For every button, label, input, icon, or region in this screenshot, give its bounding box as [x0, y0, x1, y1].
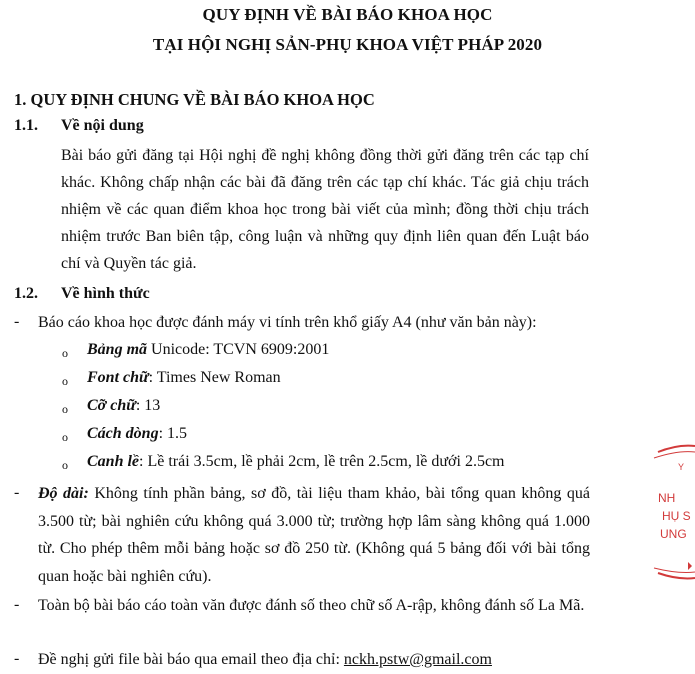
length-text: Không tính phần bảng, sơ đồ, tài liệu tham khảo, bài tổng quan không quá 3.500 từ; bài nghiên cứu không quá 3.000 từ; trường hợp lâm sàng không quá 1.000 từ. Cho phép thêm mỗi bảng hoặc sơ đồ 250 từ. (Không quá 5 bảng đối với bài tổng quan hoặc bài nghiên cứu). [38, 485, 591, 585]
stamp-letter: Y [678, 462, 685, 472]
section-1-1-number: 1.1. [14, 117, 38, 134]
bullet-line-spacing [87, 425, 187, 443]
official-stamp [648, 440, 695, 590]
dash-marker: - [14, 484, 20, 501]
bullet-marker: o [62, 346, 68, 360]
numbering-paragraph: Toàn bộ bài báo cáo toàn văn được đánh số theo chữ số A-rập, không đánh số La Mã. [38, 597, 585, 614]
stamp-graphic [648, 440, 695, 590]
bullet-value: : 1.5 [158, 425, 188, 442]
bullet-encoding [87, 341, 329, 359]
bullet-value: : Lề trái 3.5cm, lề phải 2cm, lề trên 2.5cm, lề dưới 2.5cm [139, 453, 505, 470]
section-1-1-heading: Về nội dung [61, 117, 144, 134]
stamp-letter: NH [658, 491, 676, 505]
bullet-marker: o [62, 402, 68, 416]
section-1-2-heading: Về hình thức [61, 285, 150, 302]
document-title-line-1: QUY ĐỊNH VỀ BÀI BÁO KHOA HỌC [202, 5, 493, 24]
email-line [38, 650, 492, 670]
bullet-label: Cỡ chữ [87, 397, 136, 414]
bullet-font-size [87, 397, 160, 415]
length-label: Độ dài: [38, 485, 89, 502]
bullet-marker: o [62, 430, 68, 444]
bullet-font [87, 369, 281, 387]
format-intro: Báo cáo khoa học được đánh máy vi tính trên khổ giấy A4 (như văn bản này): [38, 314, 537, 331]
email-link[interactable]: nckh.pstw@gmail.com [343, 651, 492, 668]
bullet-label: Bảng mã [87, 341, 148, 358]
bullet-label: Cách dòng [87, 425, 159, 442]
bullet-value: : 13 [135, 397, 161, 414]
bullet-marker: o [62, 458, 68, 472]
bullet-label: Canh lề [87, 453, 140, 470]
bullet-margins [87, 453, 504, 471]
section-1-2-number: 1.2. [14, 285, 38, 302]
length-paragraph [38, 480, 590, 590]
dash-marker: - [14, 596, 20, 613]
bullet-value: Unicode: TCVN 6909:2001 [147, 341, 330, 358]
stamp-letter: HỤ S [662, 509, 691, 523]
section-1-1-paragraph: Bài báo gửi đăng tại Hội nghị đề nghị không đồng thời gửi đăng trên các tạp chí khác. Không chấp nhận các bài đã đăng trên các tạp chí khác. Tác giả chịu trách nhiệm về các quan điểm khoa học trong bài viết của mình; đồng thời chịu trách nhiệm trước Ban biên tập, công luận và những quy định liên quan đến Luật báo chí và Quyền tác giả. [61, 147, 589, 272]
bullet-marker: o [62, 374, 68, 388]
dash-marker: - [14, 650, 20, 667]
document-title-line-2: TẠI HỘI NGHỊ SẢN-PHỤ KHOA VIỆT PHÁP 2020 [152, 35, 543, 54]
bullet-label: Font chữ [87, 369, 149, 386]
section-1-heading: 1. QUY ĐỊNH CHUNG VỀ BÀI BÁO KHOA HỌC [14, 90, 375, 109]
bullet-value: : Times New Roman [148, 369, 281, 386]
email-prefix: Đề nghị gửi file bài báo qua email theo địa chỉ: [38, 651, 344, 668]
stamp-letter: UNG [660, 527, 687, 541]
dash-marker: - [14, 313, 20, 330]
